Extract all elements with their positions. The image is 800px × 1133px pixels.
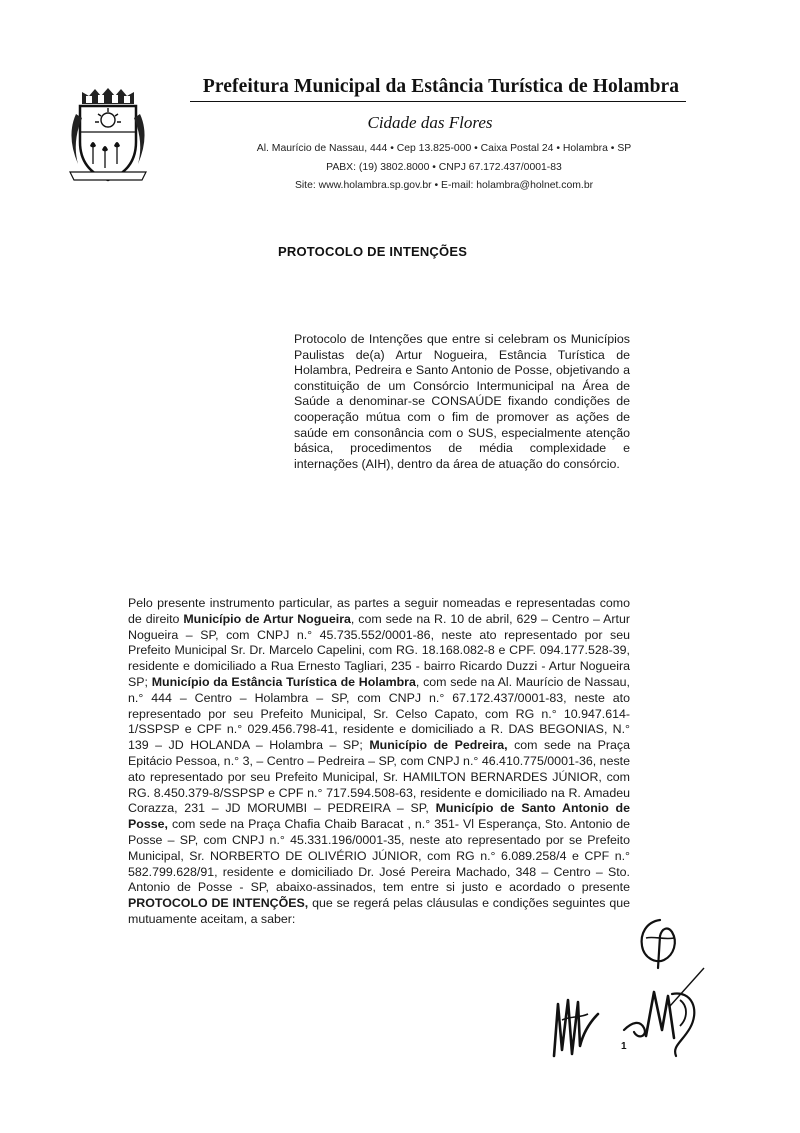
letterhead-divider (190, 101, 686, 102)
page-number: 1 (621, 1041, 627, 1052)
document-summary: Protocolo de Intenções que entre si celebram os Municípios Paulistas de(a) Artur Nogueira, Estância Turística de Holambra, Pedreira e Santo Antonio de Posse, objetivando a constituição de um Consórcio Intermunicipal na Área de Saúde a denominar-se CONSAÚDE fixando condições de cooperação mútua com o fim de promover as ações de saúde em consonância com o SUS, especialmente atenção básica, procedimentos de média complexidade e internações (AIH), dentro da área de atuação do consórcio. (294, 332, 630, 471)
party-name: Município da Estância Turística de Holambra (151, 674, 416, 689)
body-text: , com sede na Al. Maurício de Nassau, n.° 444 – Centro – Holambra – SP, com CNPJ n.° 67.172.437/0001-83, neste ato representado por seu Prefeito Municipal, Sr. Celso Capato, com RG n.° 10.947.614-1/SSPSP e CPF n.° 029.456.798-41, residente e domiciliado a R. DAS BEGONIAS, N.° 139 – JD HOLANDA – Holambra – SP; (128, 674, 630, 753)
letterhead-address: Al. Maurício de Nassau, 444 • Cep 13.825-000 • Caixa Postal 24 • Holambra • SP (256, 143, 632, 154)
body-text: Pelo presente instrumento particular, as partes a seguir nomeadas e representadas como de direito (128, 596, 630, 626)
coat-of-arms-icon (62, 84, 154, 184)
body-text: , com sede na R. 10 de abril, 629 – Centro – Artur Nogueira – SP, com CNPJ n.° 45.735.552/0001-86, neste ato representado por seu Prefeito Municipal Sr. Dr. Marcelo Capelini, com RG. 18.168.082-8 e CPF. 094.177.528-39, residente e domiciliado a Rua Ernesto Tagliari, 235 - bairro Ricardo Duzzi - Artur Nogueira SP; (128, 611, 630, 689)
body-text: que se regerá pelas cláusulas e condições seguintes que mutuamente aceitam, a saber: (128, 896, 630, 926)
document-body (128, 596, 630, 928)
signature-rubric-2 (618, 966, 708, 1062)
letterhead-title: Prefeitura Municipal da Estância Turística de Holambra (202, 76, 680, 97)
party-name: Município de Santo Antonio de Posse, (128, 801, 630, 832)
letterhead-motto: Cidade das Flores (367, 113, 493, 132)
party-name: Município de Pedreira, (369, 738, 508, 753)
body-text: com sede na Praça Chafia Chaib Baracat , n.° 351- Vl Esperança, Sto. Antonio de Posse – SP, com CNPJ n.° 45.331.196/0001-35, neste ato representado por se Prefeito Municipal, Sr. NORBERTO DE OLIVÉRIO JÚNIOR, com RG n.° 6.089.258/4 e CPF n.° 582.799.628/91, residente e domiciliado Dr. José Pereira Machado, 348 – Centro – Sto. Antonio de Posse - SP, abaixo-assinados, tem entre si justo e acordado o presente (128, 817, 630, 895)
party-name: Município de Artur Nogueira (183, 611, 351, 626)
signature-rubric-1 (548, 990, 604, 1062)
letterhead-phone: PABX: (19) 3802.8000 • CNPJ 67.172.437/0001-83 (326, 162, 562, 173)
letterhead-web: Site: www.holambra.sp.gov.br • E-mail: holambra@holnet.com.br (294, 180, 594, 191)
signature-initial-1 (634, 916, 686, 972)
body-text: com sede na Praça Epitácio Pessoa, n.° 3, – Centro – Pedreira – SP, com CNPJ n.° 46.410.775/0001-36, neste ato representado por seu Prefeito Municipal, Sr. HAMILTON BERNARDES JÚNIOR, com RG. 8.450.379-8/SSPSP e CPF n.° 717.594.508-63, residente e domiciliado na R. Amadeu Corazza, 231 – JD MORUMBI – PEDREIRA – SP, (128, 738, 630, 816)
document-title: PROTOCOLO DE INTENÇÕES (278, 244, 468, 259)
emphasis-text: PROTOCOLO DE INTENÇÕES, (128, 896, 309, 911)
